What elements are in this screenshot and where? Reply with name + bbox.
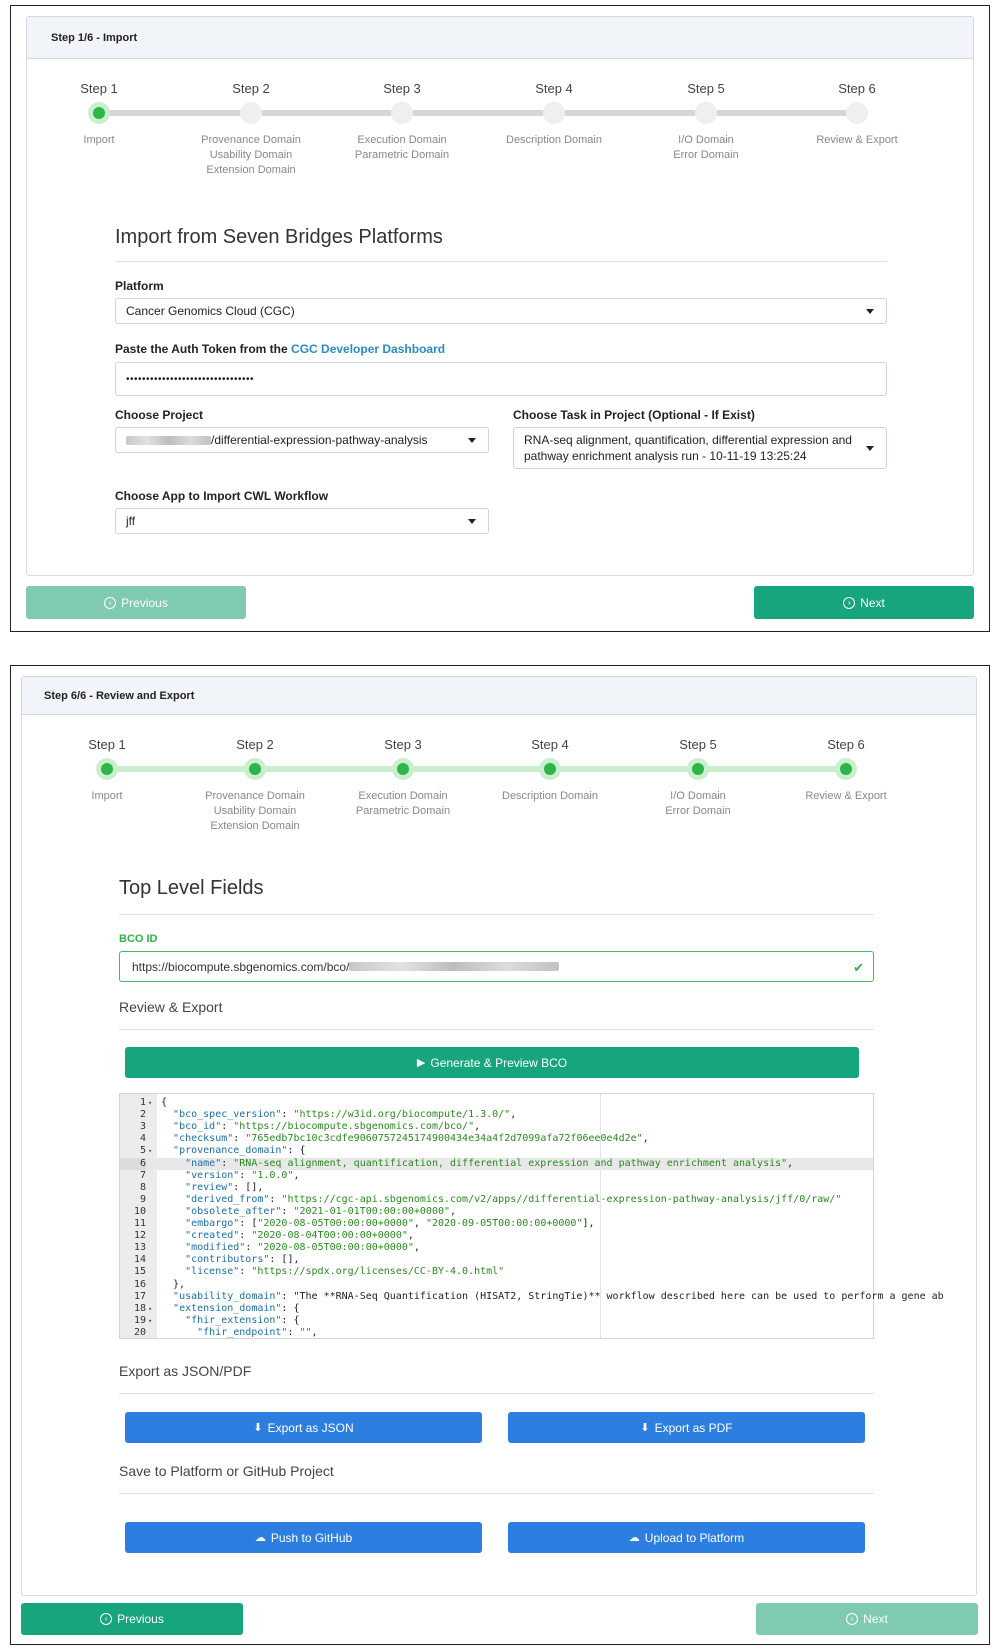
step-1[interactable] <box>14 79 184 146</box>
line-number: 2 <box>139 1109 146 1121</box>
step-title: Step 1 <box>80 81 118 96</box>
step-indicator-icon <box>392 758 414 780</box>
project-select[interactable]: /differential-expression-pathway-analysis <box>115 427 489 453</box>
code-text: "fhir_extension": { <box>185 1314 300 1326</box>
line-number: 19 <box>133 1314 146 1326</box>
platform-label: Platform <box>115 279 164 293</box>
code-text: "review": [], <box>185 1181 264 1193</box>
code-line <box>120 1266 873 1278</box>
step-title: Step 3 <box>384 737 422 752</box>
step-title: Step 5 <box>687 81 725 96</box>
code-text: "provenance_domain": { <box>173 1145 306 1157</box>
arrow-left-circle-icon: ‹ <box>100 1613 112 1625</box>
redacted-text <box>126 436 211 445</box>
export-json-button[interactable]: ⬇ Export as JSON <box>125 1412 482 1443</box>
step-6[interactable] <box>772 79 942 146</box>
fold-arrow-icon[interactable]: ▾ <box>148 1304 153 1313</box>
line-number: 13 <box>133 1242 146 1254</box>
fold-arrow-icon[interactable]: ▾ <box>148 1316 153 1325</box>
step-indicator-icon <box>88 102 110 124</box>
line-number: 5 <box>139 1145 146 1157</box>
export-pdf-button[interactable]: ⬇ Export as PDF <box>508 1412 865 1443</box>
code-line <box>120 1145 873 1157</box>
step-description: Import <box>91 790 123 802</box>
next-button[interactable]: › Next <box>754 586 974 619</box>
chevron-down-icon <box>468 438 476 443</box>
divider <box>119 1029 874 1030</box>
code-text: "embargo": ["2020-08-05T00:00:00+0000", "2020-09-05T00:00:00+0000"], <box>185 1218 595 1229</box>
step-title: Step 1 <box>88 737 126 752</box>
code-text: "extension_domain": { <box>173 1302 300 1314</box>
code-line <box>120 1194 873 1206</box>
top-level-title: Top Level Fields <box>119 877 264 899</box>
code-line <box>120 1254 873 1266</box>
screenshot-review-export-step <box>10 665 990 1645</box>
previous-button[interactable]: ‹ Previous <box>21 1603 243 1635</box>
code-text: "usability_domain": "The **RNA-Seq Quantification (HISAT2, StringTie)** workflow described here can be used to perform a gene ab <box>173 1290 944 1302</box>
code-text: "checksum": "765edb7bc10c3cdfe9060757245174900434e34a4f2d7099afa72f06ee0e4d2e", <box>173 1133 649 1145</box>
screenshot-import-step <box>10 5 990 632</box>
line-number: 15 <box>133 1266 146 1278</box>
step-title: Step 6 <box>838 81 876 96</box>
bco-id-label: BCO ID <box>119 933 158 945</box>
step-title: Step 2 <box>236 737 274 752</box>
code-editor[interactable] <box>119 1093 944 1339</box>
code-text: }, <box>161 1278 186 1290</box>
fold-arrow-icon[interactable]: ▾ <box>148 1099 153 1107</box>
step-description: Description Domain <box>506 134 602 146</box>
step-description: I/O Domain Error Domain <box>665 790 731 817</box>
code-line <box>120 1230 873 1242</box>
code-text: "obsolete_after": "2021-01-01T00:00:00+0000", <box>185 1205 457 1217</box>
code-line <box>120 1182 873 1194</box>
step-6[interactable] <box>761 735 931 802</box>
next-button[interactable]: › Next <box>756 1603 978 1635</box>
line-number: 8 <box>139 1181 146 1193</box>
code-line <box>120 1327 873 1339</box>
code-line <box>120 1315 873 1327</box>
review-title: Review & Export <box>119 999 223 1015</box>
step-5[interactable] <box>613 735 783 817</box>
step-title: Step 3 <box>383 81 421 96</box>
previous-button[interactable]: ‹ Previous <box>26 586 246 619</box>
code-text: "bco_id": "https://biocompute.sbgenomics.com/bco/", <box>173 1121 481 1133</box>
review-card <box>21 676 977 1596</box>
step-description: Review & Export <box>805 790 887 802</box>
divider <box>119 1393 874 1394</box>
code-text: "fhir_endpoint": "", <box>197 1326 318 1338</box>
divider <box>115 261 887 262</box>
step-indicator-icon <box>695 102 717 124</box>
code-line <box>120 1158 873 1170</box>
line-number: 16 <box>133 1278 146 1290</box>
card-header: Step 6/6 - Review and Export <box>22 677 976 715</box>
app-label: Choose App to Import CWL Workflow <box>115 489 329 503</box>
code-line <box>120 1170 873 1182</box>
code-text: "modified": "2020-08-05T00:00:00+0000", <box>185 1242 420 1254</box>
code-line <box>120 1206 873 1218</box>
code-text: "license": "https://spdx.org/licenses/CC-BY-4.0.html" <box>185 1266 505 1278</box>
step-5[interactable] <box>621 79 791 161</box>
step-indicator-icon <box>687 758 709 780</box>
step-description: Execution Domain Parametric Domain <box>354 134 450 161</box>
line-number: 17 <box>133 1290 146 1302</box>
step-indicator-icon <box>240 102 262 124</box>
step-4[interactable] <box>469 79 639 146</box>
line-number: 9 <box>139 1193 146 1205</box>
bco-id-input[interactable]: https://biocompute.sbgenomics.com/bco/ ✔ <box>119 951 874 982</box>
line-number: 14 <box>133 1254 146 1266</box>
push-github-button[interactable]: ☁ Push to GitHub <box>125 1522 482 1553</box>
step-description: Provenance Domain Usability Domain Extension Domain <box>201 134 301 176</box>
code-line <box>120 1218 873 1230</box>
code-text: "contributors": [], <box>185 1254 300 1266</box>
code-line <box>120 1121 873 1133</box>
step-indicator-icon <box>391 102 413 124</box>
code-line <box>120 1109 873 1121</box>
step-3[interactable] <box>318 735 488 817</box>
import-card <box>26 16 974 576</box>
play-icon: ▶ <box>416 1057 426 1069</box>
code-text: "created": "2020-08-04T00:00:00+0000", <box>185 1230 414 1242</box>
auth-token-input[interactable]: •••••••••••••••••••••••••••••••• <box>115 362 887 396</box>
upload-platform-button[interactable]: ☁ Upload to Platform <box>508 1522 865 1553</box>
export-title: Export as JSON/PDF <box>119 1363 252 1379</box>
stepper-track <box>107 766 846 772</box>
project-label: Choose Project <box>115 408 204 422</box>
step-indicator-icon <box>539 758 561 780</box>
step-3[interactable] <box>317 79 487 161</box>
task-select[interactable]: RNA-seq alignment, quantification, differential expression and pathway enrichment analysis run - 10-11-19 13:25:24 <box>513 427 887 469</box>
chevron-down-icon <box>866 309 874 314</box>
step-2[interactable] <box>170 735 340 832</box>
step-title: Step 6 <box>827 737 865 752</box>
step-indicator-icon <box>846 102 868 124</box>
cloud-upload-icon: ☁ <box>254 1532 266 1544</box>
line-number: 18 <box>133 1302 146 1314</box>
arrow-left-circle-icon: ‹ <box>104 597 116 609</box>
step-description: Description Domain <box>502 790 598 802</box>
step-title: Step 5 <box>679 737 717 752</box>
code-line <box>120 1290 944 1303</box>
card-header: Step 1/6 - Import <box>27 17 973 59</box>
step-1[interactable] <box>22 735 192 802</box>
step-4[interactable] <box>465 735 635 802</box>
step-title: Step 4 <box>531 737 569 752</box>
line-number: 10 <box>133 1205 146 1217</box>
platform-select[interactable]: Cancer Genomics Cloud (CGC) <box>115 298 887 324</box>
line-number: 12 <box>133 1230 146 1242</box>
step-title: Step 2 <box>232 81 270 96</box>
code-line <box>120 1303 873 1315</box>
code-text: "bco_spec_version": "https://w3id.org/biocompute/1.3.0/", <box>173 1109 517 1121</box>
step-description: Import <box>83 134 115 146</box>
chevron-down-icon <box>866 446 874 451</box>
line-number: 11 <box>133 1218 146 1229</box>
stepper-track <box>99 110 857 116</box>
generate-preview-button[interactable]: ▶ Generate & Preview BCO <box>125 1047 859 1078</box>
stepper <box>27 79 973 189</box>
line-number: 7 <box>139 1169 146 1181</box>
step-title: Step 4 <box>535 81 573 96</box>
code-line <box>120 1279 873 1291</box>
step-indicator-icon <box>543 102 565 124</box>
code-text: "name": "RNA-seq alignment, quantification, differential expression and pathway enrichment analysis", <box>185 1157 794 1169</box>
fold-arrow-icon[interactable]: ▾ <box>148 1147 153 1156</box>
step-indicator-icon <box>835 758 857 780</box>
divider <box>119 914 874 915</box>
divider <box>119 1493 874 1494</box>
task-label: Choose Task in Project (Optional - If Exist) <box>513 408 755 422</box>
cloud-upload-icon: ☁ <box>628 1532 640 1544</box>
arrow-right-circle-icon: › <box>843 597 855 609</box>
line-number: 4 <box>139 1133 146 1145</box>
redacted-text <box>349 962 559 971</box>
code-line <box>120 1133 873 1145</box>
code-text: "version": "1.0.0", <box>185 1169 300 1181</box>
check-icon: ✔ <box>853 959 864 975</box>
code-text: "derived_from": "https://cgc-api.sbgenomics.com/v2/apps//differential-expression-pathway-analysis/jff/0/raw/" <box>185 1193 842 1205</box>
step-indicator-icon <box>96 758 118 780</box>
step-description: Review & Export <box>816 134 898 146</box>
code-line <box>120 1097 873 1109</box>
line-number: 6 <box>120 1158 146 1170</box>
step-description: Execution Domain Parametric Domain <box>355 790 451 817</box>
line-number: 1 <box>139 1097 146 1108</box>
stepper <box>22 735 976 845</box>
step-indicator-icon <box>244 758 266 780</box>
line-number: 3 <box>139 1121 146 1133</box>
line-number: 20 <box>133 1326 146 1338</box>
download-icon: ⬇ <box>640 1422 650 1434</box>
code-text: { <box>161 1097 168 1108</box>
step-2[interactable] <box>166 79 336 176</box>
code-line <box>120 1242 873 1254</box>
arrow-right-circle-icon: › <box>846 1613 858 1625</box>
download-icon: ⬇ <box>253 1422 263 1434</box>
step-description: I/O Domain Error Domain <box>673 134 739 161</box>
step-description: Provenance Domain Usability Domain Extension Domain <box>205 790 305 832</box>
token-label: Paste the Auth Token from the CGC Developer Dashboard <box>115 342 446 356</box>
app-select[interactable]: jff <box>115 508 489 534</box>
developer-dashboard-link[interactable]: CGC Developer Dashboard <box>291 342 446 356</box>
save-title: Save to Platform or GitHub Project <box>119 1463 334 1479</box>
chevron-down-icon <box>468 519 476 524</box>
page-title: Import from Seven Bridges Platforms <box>115 226 443 248</box>
